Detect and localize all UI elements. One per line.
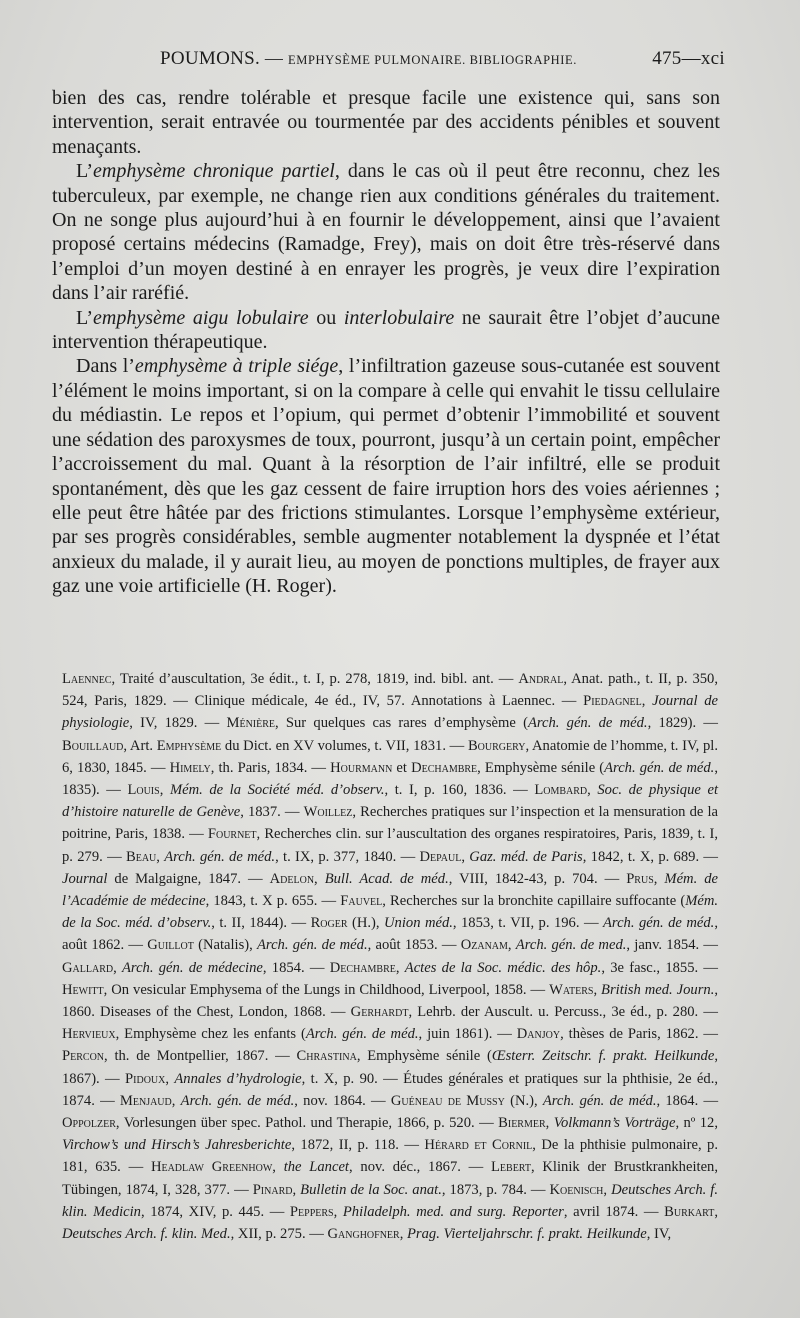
author-name: Bouillaud (62, 737, 124, 754)
author-name: Peppers (289, 1203, 334, 1220)
author-name: Bourgery (467, 737, 526, 754)
paragraph-1: bien des cas, rendre tolérable et presque facile une existence qui, sans son intervention, serait entravée ou tourmentée par des accidents pénibles et souvent menaçants. (52, 87, 720, 158)
page-header (160, 48, 725, 70)
author-name: Waters (549, 981, 594, 998)
emphasis: emphysème chronique partiel (93, 160, 335, 183)
citation-text: , nov. 1864. — (294, 1092, 391, 1109)
citation-text: , 1873, p. 784. — (441, 1181, 550, 1198)
journal-title: Arch. gén. de med. (515, 937, 627, 954)
journal-title: Arch. gén. de méd. (604, 759, 715, 776)
author-name: Danjoy (516, 1026, 561, 1043)
citation-text: , (593, 981, 602, 998)
citation-text: , Klinik der Brustkrankheiten, Tübingen, 1874, I, 328, 377. — (62, 1159, 718, 1198)
author-name: Oppolzer (62, 1115, 116, 1132)
journal-title: Mém. de la Soc. méd. d’observ. (62, 893, 719, 932)
author-name: Lebert (491, 1159, 531, 1176)
citation-text: du Dict. en XV volumes, t. VII, 1831. — (221, 737, 468, 754)
paragraph-4 (52, 354, 720, 598)
citation-text: (Natalis), (193, 937, 258, 954)
journal-title: Deutsches Arch. f. klin. Medicin (62, 1181, 718, 1220)
citation-text: , (603, 1181, 612, 1198)
citation-text: , 1874, XIV, p. 445. — (140, 1203, 290, 1220)
author-name: Biermer (498, 1115, 546, 1132)
citation-text: , Sur quelques cas rares d’emphysème ( (275, 715, 528, 732)
citation-text: , Emphysème sénile ( (356, 1048, 492, 1065)
header-dash: — (264, 48, 284, 68)
text-run: , dans le cas où il peut être reconnu, chez les tuberculeux, par exemple, ne change rien aux conditions générales du traitement. On ne songe plus aujourd’hui à en fournir le développement, ainsi que l’avaient proposé certains médecins (Ramadge, Frey), mais on doit être très-réservé dans l’emploi d’un moyen destiné à en enrayer les progrès, je veux dire l’expiration dans l’air raréfié. (52, 160, 720, 305)
citation-text: , (461, 848, 470, 865)
text-run: ne saurait être l’objet d’aucune intervention thérapeutique. (52, 306, 721, 354)
journal-title: Bull. Acad. de méd. (324, 870, 449, 887)
journal-title: British med. Journ. (601, 981, 715, 998)
citation-text: , 1867). — (62, 1048, 718, 1087)
citation-text: , 3e fasc., 1855. — (601, 959, 719, 976)
citation-text: , Anat. path., t. II, p. 350, 524, Paris, 1829. — Clinique médicale, 4e éd., IV, 57. Annotations à Laennec. — (62, 671, 718, 710)
author-name: Ozanam (460, 937, 508, 954)
journal-title: Arch. gén. de méd. (542, 1092, 657, 1109)
citation-text: , (272, 1159, 284, 1176)
author-name: Pidoux (125, 1070, 166, 1087)
citation-text: , Emphysème chez les enfants ( (115, 1026, 306, 1043)
author-name: Adelon (269, 870, 315, 887)
author-name: Beau (125, 848, 157, 865)
journal-title: Arch. gén. de méd. (305, 1026, 419, 1043)
page-number: 475—xci (652, 48, 725, 69)
journal-title: Mém. de la Société méd. d’observ. (169, 782, 385, 799)
author-name: Hewitt (62, 981, 104, 998)
citation-text: , août 1853. — (367, 937, 461, 954)
author-name: Guillot (147, 937, 194, 954)
citation-text: , 1864. — (656, 1092, 719, 1109)
citation-text: , thèses de Paris, 1862. — (560, 1026, 718, 1043)
citation-text: , Art. (123, 737, 157, 754)
citation-text: , nov. déc., 1867. — (349, 1159, 491, 1176)
journal-title: Journal de physiologie (62, 693, 718, 732)
paragraph-2 (52, 159, 720, 305)
citation-text: , On vesicular Emphysema of the Lungs in Childhood, Liverpool, 1858. — (103, 981, 550, 998)
journal-title: Journal (62, 870, 108, 887)
journal-title: Union méd. (384, 915, 453, 932)
author-name: Woillez (303, 804, 353, 821)
citation-text: , Anatomie de l’homme, t. IV, pl. 6, 1830, 1845. — (62, 737, 718, 776)
author-name: Percon (62, 1048, 105, 1065)
emphasis: interlobulaire (343, 306, 455, 329)
section-title: EMPHYSÈME PULMONAIRE. BIBLIOGRAPHIE. (288, 53, 577, 67)
citation-text: , 1872, II, p. 118. — (291, 1137, 425, 1154)
citation-text: , Lehrb. der Auscult. u. Percuss., 3e éd., p. 280. — (408, 1004, 718, 1021)
citation-text: , (507, 937, 516, 954)
author-name: Andral (518, 671, 564, 687)
author-name: Koenisch (549, 1181, 604, 1198)
citation-text: , XII, p. 275. — (230, 1226, 328, 1243)
citation-text: , th. de Montpellier, 1867. — (104, 1048, 297, 1065)
citation-text: , th. Paris, 1834. — (210, 759, 331, 776)
journal-title: Gaz. méd. de Paris (469, 848, 583, 865)
author-name: Himely (169, 759, 211, 776)
journal-title: Virchow’s und Hirsch’s Jahresberichte (62, 1137, 292, 1154)
citation-text: , 1835). — (62, 759, 718, 799)
journal-title: Philadelph. med. and surg. Reporter (342, 1203, 564, 1220)
journal-title: Actes de la Soc. médic. des hôp. (404, 959, 602, 976)
author-name: Menjaud (119, 1092, 172, 1109)
citation-text: , (171, 1092, 181, 1109)
text-run: , l’infiltration gazeuse sous-cutanée est souvent l’élément le moins important, si on la compare à celle qui envahit le tissu cellulaire du médiastin. Le repos et l’opium, qui permet d’obtenir l’immobilité et souvent une sédation des paroxysmes de toux, pourront, jusqu’à un certain point, empêcher l’accroissement du mal. Quant à la résorption de l’air infiltré, elle se produit spontanément, dès que les gaz cessent de faire irruption hors des voies aériennes ; elle peut être hâtée par des frictions stimulantes. Lorsque l’emphysème extérieur, par ses progrès considérables, semble augmenter notablement la dyspnée et l’état anxieux du malade, il y aurait lieu, au moyen de ponctions multiples, de frayer aux gaz une voie artificielle (H. Roger). (52, 355, 721, 598)
journal-title: the Lancet (283, 1159, 349, 1176)
citation-text: , 1860. Diseases of the Chest, London, 1868. — (62, 981, 718, 1021)
citation-text: , (395, 959, 405, 976)
journal-title: Arch. gén. de méd. (164, 848, 276, 865)
citation-text: , (165, 1070, 175, 1087)
running-title: POUMONS. (160, 48, 261, 69)
author-name: Piedagnel (583, 693, 642, 710)
citation-text: , VIII, 1842-43, p. 704. — (448, 870, 627, 887)
author-name: Depaul (419, 848, 462, 865)
journal-title: Arch. gén. de médecine (122, 959, 263, 976)
author-name: Louis (127, 782, 160, 799)
citation-text: , 1843, t. X p. 655. — (205, 893, 341, 910)
text-run: Dans l’ (76, 355, 135, 378)
journal-title: Prag. Vierteljahrschr. f. prakt. Heilkunde (407, 1226, 647, 1243)
citation-text: , De la phthisie pulmonaire, p. 181, 635. — (62, 1137, 718, 1176)
citation-text: , (292, 1181, 301, 1198)
citation-text: , t. IX, p. 377, 1840. — (275, 848, 420, 865)
citation-text: , Emphysème sénile ( (477, 759, 605, 776)
author-name: Hourmann (330, 759, 393, 776)
citation-text: , juin 1861). — (418, 1026, 517, 1043)
author-name: Ganghofner (327, 1226, 400, 1243)
bibliography (62, 668, 718, 1245)
author-name: Dechambre (329, 959, 396, 976)
main-text (52, 86, 720, 599)
citation-keyword: Emphysème (156, 737, 222, 754)
citation-text: , janv. 1854. — (626, 937, 718, 954)
emphasis: emphysème aigu lobulaire (93, 306, 309, 329)
citation-text: , (641, 693, 653, 710)
emphasis: emphysème à triple siége (134, 355, 339, 378)
author-name: Gerhardt (350, 1004, 409, 1021)
journal-title: Mém. de l’Académie de médecine (62, 870, 718, 910)
citation-text: , 1842, t. X, p. 689. — (582, 848, 718, 865)
citation-text: (H.), (347, 915, 384, 932)
journal-title: Deutsches Arch. f. klin. Med. (62, 1226, 231, 1243)
author-name: Chrastina (296, 1048, 357, 1065)
author-name: Fournet (207, 826, 257, 843)
journal-title: Arch. gén. de méd. (603, 915, 715, 932)
citation-text: , t. X, p. 90. — Études générales et pratiques sur la phthisie, 2e éd., 1874. — (62, 1070, 718, 1109)
citation-text: de Malgaigne, 1847. — (107, 870, 270, 887)
citation-text: , (333, 1203, 343, 1220)
citation-text: , (653, 870, 665, 887)
citation-text: , août 1862. — (62, 915, 718, 954)
author-name: Hervieux (62, 1026, 116, 1043)
citation-text: , (587, 782, 598, 799)
journal-title: Arch. gén. de méd. (527, 715, 648, 732)
citation-text: , 1829). — (647, 715, 718, 732)
citation-text: , 1853, t. VII, p. 196. — (452, 915, 604, 932)
citation-text: , (156, 848, 165, 865)
author-name: Burkart (664, 1203, 715, 1220)
author-name: Lombard (534, 782, 588, 799)
citation-text: , Traité d’auscultation, 3e édit., t. I, p. 278, 1819, ind. bibl. ant. — (111, 671, 519, 687)
text-run: L’ (76, 160, 94, 183)
citation-text: , nº 12, (675, 1115, 718, 1132)
citation-text: , t. II, 1844). — (211, 915, 311, 932)
text-run: ou (308, 306, 344, 329)
author-name: Roger (310, 915, 348, 932)
paragraph-3 (52, 306, 720, 355)
author-name: Prus (626, 870, 654, 887)
bibliography-text (62, 668, 718, 1245)
journal-title: Annales d’hydrologie (174, 1070, 302, 1087)
author-name: Dechambre (411, 759, 478, 776)
author-name: Hérard et Cornil (424, 1137, 533, 1154)
citation-text: , Recherches pratiques sur l’inspection et la mensuration de la poitrine, Paris, 1838. — (62, 804, 718, 843)
citation-text: et (392, 759, 412, 776)
citation-text: , (545, 1115, 554, 1132)
citation-text: , (314, 870, 325, 887)
journal-title: Arch. gén. de méd. (257, 937, 368, 954)
journal-title: Bulletin de la Soc. anat. (300, 1181, 442, 1198)
author-name: Gallard (62, 959, 114, 976)
citation-text: , (714, 1203, 719, 1220)
citation-text: , 1854. — (262, 959, 330, 976)
author-name: Fauvel (340, 893, 383, 910)
journal-title: Arch. gén. de méd. (180, 1092, 295, 1109)
author-name: Headlaw Greenhow (150, 1159, 273, 1176)
citation-text: , t. I, p. 160, 1836. — (384, 782, 535, 799)
citation-text: , 1837. — (240, 804, 304, 821)
citation-text: (N.), (504, 1092, 543, 1109)
citation-text: , (159, 782, 170, 799)
author-name: Ménière (226, 715, 276, 732)
journal-title: Volkmann’s Vorträge (553, 1115, 676, 1132)
author-name: Guéneau de Mussy (390, 1092, 505, 1109)
journal-title: Soc. de physique et d’histoire naturelle de Genève (62, 782, 718, 821)
journal-title: Œsterr. Zeitschr. f. prakt. Heilkunde (491, 1048, 715, 1065)
text-run: L’ (76, 306, 94, 329)
citation-text: , IV, 1829. — (129, 715, 227, 732)
citation-text: , Vorlesungen über spec. Pathol. und Therapie, 1866, p. 520. — (115, 1115, 499, 1132)
citation-text: , Recherches sur la bronchite capillaire suffocante ( (382, 893, 686, 910)
author-name: Pinard (252, 1181, 293, 1198)
citation-text: , avril 1874. — (563, 1203, 665, 1220)
author-name: Laennec (62, 671, 112, 687)
citation-text: , (399, 1226, 408, 1243)
citation-text: , (113, 959, 123, 976)
citation-text: , IV, (646, 1226, 672, 1243)
citation-text: , Recherches clin. sur l’auscultation des organes respiratoires, Paris, 1839, t. I, p. 279. — (62, 826, 718, 865)
